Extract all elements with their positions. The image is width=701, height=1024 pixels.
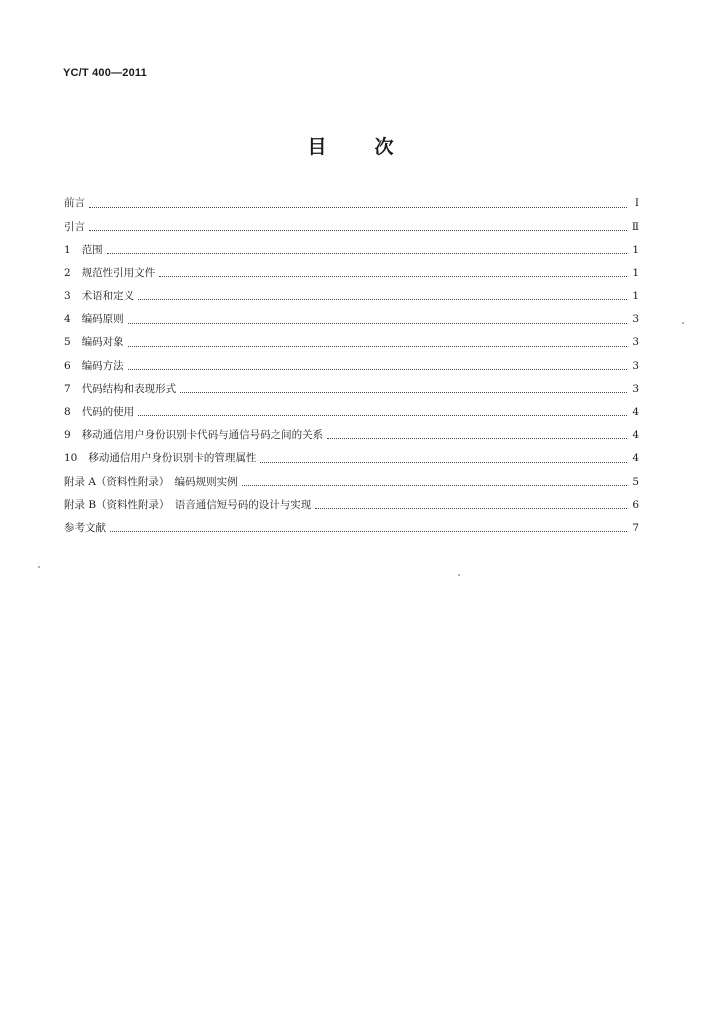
dot-leader — [260, 461, 627, 463]
toc-entry[interactable] — [64, 354, 639, 377]
toc-entry-page: 4 — [632, 406, 639, 419]
dot-leader — [128, 322, 627, 324]
toc-entry[interactable] — [64, 331, 639, 354]
scan-speck — [458, 574, 460, 576]
toc-entry[interactable] — [64, 401, 639, 424]
toc-entry-label: 前言 — [64, 197, 85, 210]
dot-leader — [107, 252, 627, 254]
dot-leader — [159, 275, 627, 277]
toc-entry-number: 5 — [64, 336, 71, 349]
toc-title — [0, 132, 701, 159]
toc-entry-page: Ⅰ — [634, 197, 639, 210]
toc-entry-page: 3 — [632, 382, 639, 395]
toc-entry-number: 7 — [64, 382, 71, 395]
toc-entry-label: 编码方法 — [81, 359, 124, 372]
toc-entry-page: 1 — [632, 266, 639, 279]
scan-speck — [682, 322, 684, 324]
toc-entry-number: 4 — [64, 313, 71, 326]
toc-entry[interactable] — [64, 238, 639, 261]
scan-speck — [38, 566, 40, 568]
dot-leader — [327, 437, 627, 439]
toc-entry[interactable] — [64, 215, 639, 238]
dot-leader — [89, 206, 627, 208]
dot-leader — [89, 229, 627, 231]
toc-entry[interactable] — [64, 493, 639, 516]
toc-entry-label: 附录 A（资料性附录） 编码规则实例 — [64, 475, 238, 488]
toc-entry-page: 3 — [632, 313, 639, 326]
toc-entry-label: 代码结构和表现形式 — [81, 382, 177, 395]
toc-entry-number: 1 — [64, 243, 71, 256]
toc-entry[interactable] — [64, 470, 639, 493]
dot-leader — [315, 507, 627, 509]
toc-entry-page: 4 — [632, 429, 639, 442]
toc-title-char-1: 目 — [307, 136, 327, 158]
toc-entry-number: 9 — [64, 429, 71, 442]
toc-entry-number: 6 — [64, 359, 71, 372]
toc-entry[interactable] — [64, 424, 639, 447]
dot-leader — [128, 368, 627, 370]
dot-leader — [180, 391, 627, 393]
toc-entry-page: Ⅱ — [631, 220, 639, 233]
toc-entry-page: 3 — [632, 359, 639, 372]
toc-entry-label: 编码原则 — [81, 313, 124, 326]
toc-entry-page: 7 — [632, 521, 639, 534]
toc-entry[interactable] — [64, 447, 639, 470]
toc-entry-number: 8 — [64, 406, 71, 419]
standard-code: YC/T 400—2011 — [63, 67, 147, 79]
toc-title-char-2: 次 — [374, 136, 394, 158]
toc-entry-label: 代码的使用 — [81, 406, 135, 419]
toc-entry[interactable] — [64, 308, 639, 331]
toc-entry[interactable] — [64, 378, 639, 401]
table-of-contents — [64, 192, 639, 540]
toc-entry[interactable] — [64, 262, 639, 285]
toc-entry-number: 3 — [64, 290, 71, 303]
toc-entry-label: 移动通信用户身份识别卡的管理属性 — [88, 452, 257, 465]
dot-leader — [128, 345, 627, 347]
toc-entry-number: 10 — [64, 452, 78, 465]
toc-entry-page: 6 — [632, 498, 639, 511]
toc-entry-number: 2 — [64, 266, 71, 279]
toc-entry-label: 参考文献 — [64, 521, 106, 534]
toc-entry-page: 5 — [632, 475, 639, 488]
toc-entry-label: 移动通信用户身份识别卡代码与通信号码之间的关系 — [81, 429, 324, 442]
toc-entry[interactable] — [64, 192, 639, 215]
toc-entry[interactable] — [64, 285, 639, 308]
dot-leader — [138, 414, 627, 416]
dot-leader — [110, 530, 627, 532]
toc-entry-label: 范围 — [81, 243, 103, 256]
toc-entry-page: 1 — [632, 243, 639, 256]
toc-entry-page: 1 — [632, 290, 639, 303]
dot-leader — [138, 298, 627, 300]
toc-entry-label: 编码对象 — [81, 336, 124, 349]
toc-entry-label: 术语和定义 — [81, 290, 135, 303]
dot-leader — [242, 484, 627, 486]
toc-entry-label: 引言 — [64, 220, 85, 233]
toc-entry-label: 规范性引用文件 — [81, 266, 156, 279]
toc-entry-page: 3 — [632, 336, 639, 349]
toc-entry[interactable] — [64, 517, 639, 540]
toc-entry-page: 4 — [632, 452, 639, 465]
toc-entry-label: 附录 B（资料性附录） 语音通信短号码的设计与实现 — [64, 498, 312, 511]
